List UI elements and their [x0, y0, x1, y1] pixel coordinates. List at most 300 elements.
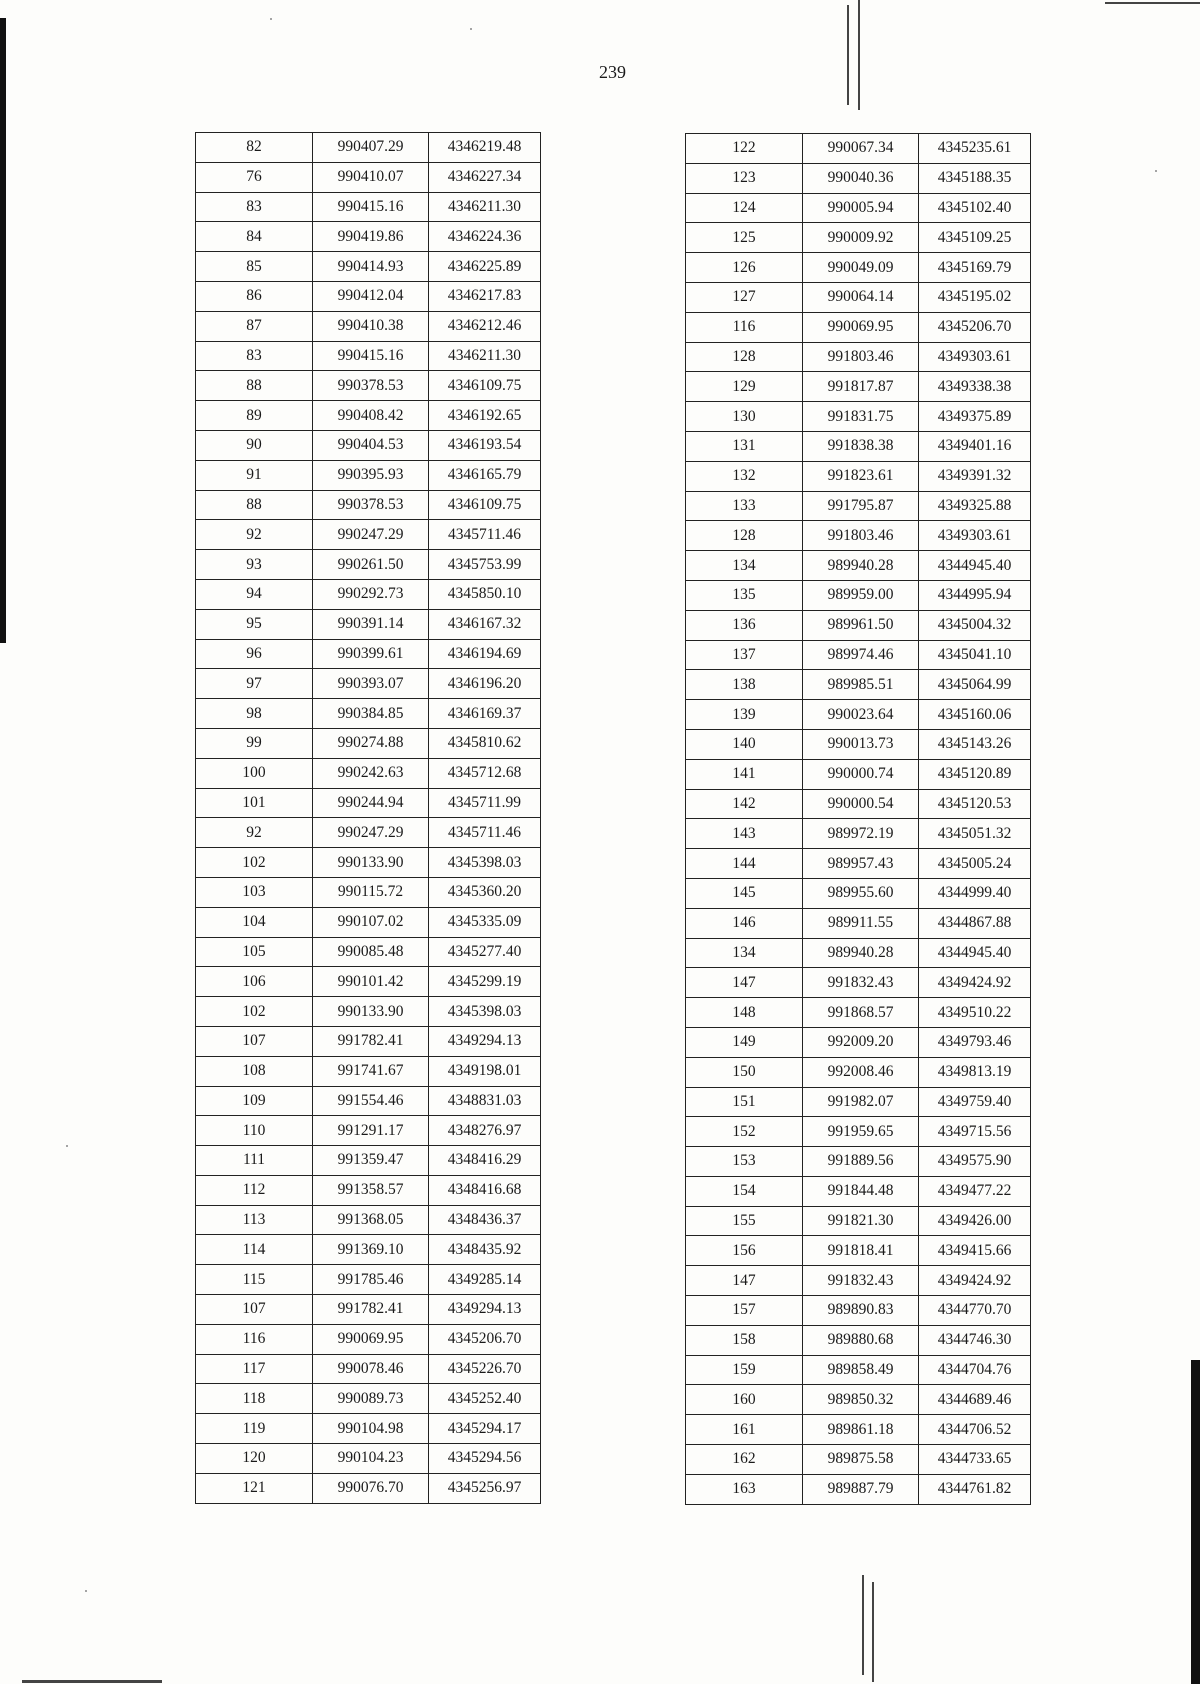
- point-number-cell: 136: [686, 610, 803, 640]
- table-row: [196, 1384, 541, 1414]
- scan-binding-line: [862, 1575, 864, 1675]
- y-coordinate-cell: 4349715.56: [919, 1117, 1031, 1147]
- y-coordinate-cell: 4349415.66: [919, 1236, 1031, 1266]
- table-row: [196, 192, 541, 222]
- y-coordinate-cell: 4345711.46: [429, 818, 541, 848]
- scan-bottom-rule: [22, 1680, 162, 1683]
- x-coordinate-cell: 990261.50: [313, 550, 429, 580]
- table-row: [196, 1414, 541, 1444]
- y-coordinate-cell: 4349338.38: [919, 372, 1031, 402]
- table-row: [196, 669, 541, 699]
- x-coordinate-cell: 990023.64: [803, 700, 919, 730]
- table-row: [686, 789, 1031, 819]
- point-number-cell: 90: [196, 430, 313, 460]
- y-coordinate-cell: 4344999.40: [919, 878, 1031, 908]
- x-coordinate-cell: 991803.46: [803, 342, 919, 372]
- y-coordinate-cell: 4345335.09: [429, 907, 541, 937]
- table-row: [196, 967, 541, 997]
- x-coordinate-cell: 990292.73: [313, 579, 429, 609]
- table-row: [686, 1325, 1031, 1355]
- x-coordinate-cell: 991782.41: [313, 1026, 429, 1056]
- point-number-cell: 151: [686, 1087, 803, 1117]
- y-coordinate-cell: 4345064.99: [919, 670, 1031, 700]
- table-row: [196, 1265, 541, 1295]
- x-coordinate-cell: 989861.18: [803, 1415, 919, 1445]
- table-row: [196, 1116, 541, 1146]
- x-coordinate-cell: 990408.42: [313, 401, 429, 431]
- table-row: [196, 639, 541, 669]
- x-coordinate-cell: 990415.16: [313, 341, 429, 371]
- y-coordinate-cell: 4349375.89: [919, 402, 1031, 432]
- x-coordinate-cell: 991838.38: [803, 431, 919, 461]
- x-coordinate-cell: 991368.05: [313, 1205, 429, 1235]
- point-number-cell: 91: [196, 460, 313, 490]
- point-number-cell: 76: [196, 162, 313, 192]
- y-coordinate-cell: 4345235.61: [919, 134, 1031, 164]
- scan-binding-line: [858, 0, 860, 110]
- x-coordinate-cell: 990378.53: [313, 371, 429, 401]
- x-coordinate-cell: 990247.29: [313, 818, 429, 848]
- y-coordinate-cell: 4349303.61: [919, 342, 1031, 372]
- table-row: [196, 460, 541, 490]
- x-coordinate-cell: 991832.43: [803, 968, 919, 998]
- table-row: [686, 223, 1031, 253]
- y-coordinate-cell: 4349325.88: [919, 491, 1031, 521]
- y-coordinate-cell: 4344689.46: [919, 1385, 1031, 1415]
- x-coordinate-cell: 991795.87: [803, 491, 919, 521]
- point-number-cell: 160: [686, 1385, 803, 1415]
- table-row: [686, 1296, 1031, 1326]
- y-coordinate-cell: 4345102.40: [919, 193, 1031, 223]
- table-row: [686, 342, 1031, 372]
- x-coordinate-cell: 991818.41: [803, 1236, 919, 1266]
- point-number-cell: 108: [196, 1056, 313, 1086]
- y-coordinate-cell: 4346217.83: [429, 281, 541, 311]
- point-number-cell: 138: [686, 670, 803, 700]
- point-number-cell: 147: [686, 1266, 803, 1296]
- y-coordinate-cell: 4345195.02: [919, 282, 1031, 312]
- y-coordinate-cell: 4345041.10: [919, 640, 1031, 670]
- table-row: [196, 1205, 541, 1235]
- x-coordinate-cell: 989940.28: [803, 551, 919, 581]
- x-coordinate-cell: 991369.10: [313, 1235, 429, 1265]
- y-coordinate-cell: 4349793.46: [919, 1027, 1031, 1057]
- y-coordinate-cell: 4349424.92: [919, 1266, 1031, 1296]
- y-coordinate-cell: 4349424.92: [919, 968, 1031, 998]
- point-number-cell: 107: [196, 1026, 313, 1056]
- point-number-cell: 134: [686, 551, 803, 581]
- x-coordinate-cell: 990049.09: [803, 253, 919, 283]
- x-coordinate-cell: 990107.02: [313, 907, 429, 937]
- point-number-cell: 86: [196, 281, 313, 311]
- x-coordinate-cell: 989875.58: [803, 1445, 919, 1475]
- point-number-cell: 141: [686, 759, 803, 789]
- point-number-cell: 113: [196, 1205, 313, 1235]
- point-number-cell: 144: [686, 849, 803, 879]
- point-number-cell: 130: [686, 402, 803, 432]
- table-row: [196, 818, 541, 848]
- table-row: [686, 670, 1031, 700]
- y-coordinate-cell: 4346109.75: [429, 371, 541, 401]
- table-row: [686, 521, 1031, 551]
- point-number-cell: 95: [196, 609, 313, 639]
- x-coordinate-cell: 991741.67: [313, 1056, 429, 1086]
- scan-speck: [270, 18, 272, 20]
- table-row: [686, 1087, 1031, 1117]
- table-row: [686, 729, 1031, 759]
- point-number-cell: 124: [686, 193, 803, 223]
- table-row: [686, 163, 1031, 193]
- table-row: [196, 758, 541, 788]
- y-coordinate-cell: 4345398.03: [429, 848, 541, 878]
- scan-speck: [470, 28, 472, 30]
- y-coordinate-cell: 4349813.19: [919, 1057, 1031, 1087]
- point-number-cell: 88: [196, 371, 313, 401]
- scan-edge-right-mark: [1191, 1360, 1200, 1684]
- y-coordinate-cell: 4349198.01: [429, 1056, 541, 1086]
- x-coordinate-cell: 990244.94: [313, 788, 429, 818]
- y-coordinate-cell: 4346211.30: [429, 341, 541, 371]
- y-coordinate-cell: 4346211.30: [429, 192, 541, 222]
- point-number-cell: 122: [686, 134, 803, 164]
- y-coordinate-cell: 4345169.79: [919, 253, 1031, 283]
- y-coordinate-cell: 4344995.94: [919, 580, 1031, 610]
- x-coordinate-cell: 990005.94: [803, 193, 919, 223]
- y-coordinate-cell: 4345004.32: [919, 610, 1031, 640]
- x-coordinate-cell: 990078.46: [313, 1354, 429, 1384]
- x-coordinate-cell: 991844.48: [803, 1176, 919, 1206]
- scan-speck: [66, 1145, 68, 1147]
- y-coordinate-cell: 4344945.40: [919, 551, 1031, 581]
- y-coordinate-cell: 4345120.89: [919, 759, 1031, 789]
- point-number-cell: 99: [196, 728, 313, 758]
- table-row: [686, 1355, 1031, 1385]
- x-coordinate-cell: 990378.53: [313, 490, 429, 520]
- table-row: [686, 908, 1031, 938]
- y-coordinate-cell: 4345051.32: [919, 819, 1031, 849]
- x-coordinate-cell: 990407.29: [313, 133, 429, 163]
- table-row: [686, 1445, 1031, 1475]
- x-coordinate-cell: 989880.68: [803, 1325, 919, 1355]
- point-number-cell: 101: [196, 788, 313, 818]
- point-number-cell: 123: [686, 163, 803, 193]
- table-row: [196, 907, 541, 937]
- point-number-cell: 107: [196, 1295, 313, 1325]
- table-row: [196, 1026, 541, 1056]
- point-number-cell: 159: [686, 1355, 803, 1385]
- y-coordinate-cell: 4349510.22: [919, 998, 1031, 1028]
- y-coordinate-cell: 4348831.03: [429, 1086, 541, 1116]
- point-number-cell: 147: [686, 968, 803, 998]
- table-row: [196, 997, 541, 1027]
- point-number-cell: 140: [686, 729, 803, 759]
- table-row: [686, 640, 1031, 670]
- x-coordinate-cell: 990069.95: [803, 312, 919, 342]
- x-coordinate-cell: 992008.46: [803, 1057, 919, 1087]
- y-coordinate-cell: 4348276.97: [429, 1116, 541, 1146]
- table-row: [686, 998, 1031, 1028]
- point-number-cell: 128: [686, 521, 803, 551]
- y-coordinate-cell: 4349575.90: [919, 1147, 1031, 1177]
- table-row: [196, 1086, 541, 1116]
- point-number-cell: 89: [196, 401, 313, 431]
- point-number-cell: 116: [196, 1324, 313, 1354]
- x-coordinate-cell: 991823.61: [803, 461, 919, 491]
- x-coordinate-cell: 991785.46: [313, 1265, 429, 1295]
- y-coordinate-cell: 4345109.25: [919, 223, 1031, 253]
- table-row: [196, 550, 541, 580]
- table-row: [196, 520, 541, 550]
- point-number-cell: 139: [686, 700, 803, 730]
- table-row: [686, 431, 1031, 461]
- point-number-cell: 126: [686, 253, 803, 283]
- point-number-cell: 110: [196, 1116, 313, 1146]
- table-row: [686, 312, 1031, 342]
- y-coordinate-cell: 4346212.46: [429, 311, 541, 341]
- table-row: [686, 1027, 1031, 1057]
- table-row: [196, 311, 541, 341]
- y-coordinate-cell: 4345226.70: [429, 1354, 541, 1384]
- point-number-cell: 135: [686, 580, 803, 610]
- point-number-cell: 148: [686, 998, 803, 1028]
- page-number: 239: [599, 62, 626, 82]
- point-number-cell: 103: [196, 877, 313, 907]
- x-coordinate-cell: 990414.93: [313, 252, 429, 282]
- point-number-cell: 115: [196, 1265, 313, 1295]
- x-coordinate-cell: 989961.50: [803, 610, 919, 640]
- table-row: [196, 490, 541, 520]
- coordinates-table-left-body: [196, 133, 541, 1504]
- point-number-cell: 121: [196, 1473, 313, 1503]
- point-number-cell: 92: [196, 520, 313, 550]
- x-coordinate-cell: 990069.95: [313, 1324, 429, 1354]
- point-number-cell: 118: [196, 1384, 313, 1414]
- y-coordinate-cell: 4346225.89: [429, 252, 541, 282]
- y-coordinate-cell: 4348416.29: [429, 1146, 541, 1176]
- y-coordinate-cell: 4346227.34: [429, 162, 541, 192]
- table-row: [686, 491, 1031, 521]
- point-number-cell: 98: [196, 699, 313, 729]
- x-coordinate-cell: 989972.19: [803, 819, 919, 849]
- point-number-cell: 120: [196, 1444, 313, 1474]
- x-coordinate-cell: 990391.14: [313, 609, 429, 639]
- y-coordinate-cell: 4346194.69: [429, 639, 541, 669]
- point-number-cell: 119: [196, 1414, 313, 1444]
- table-row: [196, 1324, 541, 1354]
- point-number-cell: 83: [196, 192, 313, 222]
- table-row: [196, 1175, 541, 1205]
- y-coordinate-cell: 4344704.76: [919, 1355, 1031, 1385]
- point-number-cell: 145: [686, 878, 803, 908]
- y-coordinate-cell: 4349285.14: [429, 1265, 541, 1295]
- scan-speck: [85, 1590, 87, 1592]
- table-row: [686, 759, 1031, 789]
- point-number-cell: 158: [686, 1325, 803, 1355]
- x-coordinate-cell: 991868.57: [803, 998, 919, 1028]
- point-number-cell: 87: [196, 311, 313, 341]
- point-number-cell: 112: [196, 1175, 313, 1205]
- y-coordinate-cell: 4345294.17: [429, 1414, 541, 1444]
- table-row: [686, 282, 1031, 312]
- x-coordinate-cell: 990009.92: [803, 223, 919, 253]
- table-row: [686, 1385, 1031, 1415]
- y-coordinate-cell: 4344770.70: [919, 1296, 1031, 1326]
- x-coordinate-cell: 990089.73: [313, 1384, 429, 1414]
- table-row: [196, 1444, 541, 1474]
- x-coordinate-cell: 989957.43: [803, 849, 919, 879]
- y-coordinate-cell: 4346109.75: [429, 490, 541, 520]
- table-row: [686, 402, 1031, 432]
- y-coordinate-cell: 4345120.53: [919, 789, 1031, 819]
- table-row: [196, 579, 541, 609]
- table-row: [196, 788, 541, 818]
- x-coordinate-cell: 990101.42: [313, 967, 429, 997]
- x-coordinate-cell: 990395.93: [313, 460, 429, 490]
- point-number-cell: 134: [686, 938, 803, 968]
- point-number-cell: 117: [196, 1354, 313, 1384]
- y-coordinate-cell: 4345810.62: [429, 728, 541, 758]
- point-number-cell: 154: [686, 1176, 803, 1206]
- table-row: [196, 699, 541, 729]
- table-row: [686, 461, 1031, 491]
- scan-top-rule: [1105, 2, 1200, 4]
- x-coordinate-cell: 991831.75: [803, 402, 919, 432]
- table-row: [196, 1146, 541, 1176]
- x-coordinate-cell: 990412.04: [313, 281, 429, 311]
- x-coordinate-cell: 989974.46: [803, 640, 919, 670]
- x-coordinate-cell: 991959.65: [803, 1117, 919, 1147]
- y-coordinate-cell: 4349401.16: [919, 431, 1031, 461]
- y-coordinate-cell: 4345277.40: [429, 937, 541, 967]
- x-coordinate-cell: 991889.56: [803, 1147, 919, 1177]
- point-number-cell: 94: [196, 579, 313, 609]
- point-number-cell: 127: [686, 282, 803, 312]
- y-coordinate-cell: 4344733.65: [919, 1445, 1031, 1475]
- table-row: [196, 728, 541, 758]
- y-coordinate-cell: 4344761.82: [919, 1474, 1031, 1504]
- y-coordinate-cell: 4346219.48: [429, 133, 541, 163]
- y-coordinate-cell: 4345711.46: [429, 520, 541, 550]
- table-row: [686, 700, 1031, 730]
- table-row: [196, 1473, 541, 1503]
- y-coordinate-cell: 4344746.30: [919, 1325, 1031, 1355]
- x-coordinate-cell: 990415.16: [313, 192, 429, 222]
- x-coordinate-cell: 989887.79: [803, 1474, 919, 1504]
- point-number-cell: 153: [686, 1147, 803, 1177]
- table-row: [686, 878, 1031, 908]
- x-coordinate-cell: 991359.47: [313, 1146, 429, 1176]
- coordinates-table-right-body: [686, 134, 1031, 1505]
- x-coordinate-cell: 991803.46: [803, 521, 919, 551]
- point-number-cell: 131: [686, 431, 803, 461]
- scan-binding-line: [872, 1582, 874, 1682]
- table-row: [686, 968, 1031, 998]
- y-coordinate-cell: 4349294.13: [429, 1026, 541, 1056]
- table-row: [686, 372, 1031, 402]
- point-number-cell: 129: [686, 372, 803, 402]
- y-coordinate-cell: 4345711.99: [429, 788, 541, 818]
- point-number-cell: 143: [686, 819, 803, 849]
- table-row: [196, 252, 541, 282]
- table-row: [196, 1295, 541, 1325]
- y-coordinate-cell: 4346193.54: [429, 430, 541, 460]
- x-coordinate-cell: 990384.85: [313, 699, 429, 729]
- point-number-cell: 161: [686, 1415, 803, 1445]
- table-row: [196, 401, 541, 431]
- y-coordinate-cell: 4344945.40: [919, 938, 1031, 968]
- x-coordinate-cell: 989940.28: [803, 938, 919, 968]
- y-coordinate-cell: 4345143.26: [919, 729, 1031, 759]
- table-row: [686, 1266, 1031, 1296]
- y-coordinate-cell: 4346224.36: [429, 222, 541, 252]
- table-row: [196, 877, 541, 907]
- y-coordinate-cell: 4345753.99: [429, 550, 541, 580]
- point-number-cell: 88: [196, 490, 313, 520]
- table-row: [196, 848, 541, 878]
- y-coordinate-cell: 4345360.20: [429, 877, 541, 907]
- x-coordinate-cell: 991782.41: [313, 1295, 429, 1325]
- y-coordinate-cell: 4345256.97: [429, 1473, 541, 1503]
- x-coordinate-cell: 990064.14: [803, 282, 919, 312]
- table-row: [196, 1235, 541, 1265]
- y-coordinate-cell: 4346196.20: [429, 669, 541, 699]
- table-row: [686, 819, 1031, 849]
- x-coordinate-cell: 991358.57: [313, 1175, 429, 1205]
- point-number-cell: 156: [686, 1236, 803, 1266]
- x-coordinate-cell: 989890.83: [803, 1296, 919, 1326]
- y-coordinate-cell: 4348436.37: [429, 1205, 541, 1235]
- point-number-cell: 106: [196, 967, 313, 997]
- point-number-cell: 132: [686, 461, 803, 491]
- y-coordinate-cell: 4348435.92: [429, 1235, 541, 1265]
- point-number-cell: 116: [686, 312, 803, 342]
- table-row: [196, 1354, 541, 1384]
- y-coordinate-cell: 4346192.65: [429, 401, 541, 431]
- x-coordinate-cell: 990410.38: [313, 311, 429, 341]
- y-coordinate-cell: 4349391.32: [919, 461, 1031, 491]
- point-number-cell: 142: [686, 789, 803, 819]
- point-number-cell: 150: [686, 1057, 803, 1087]
- table-row: [686, 1117, 1031, 1147]
- point-number-cell: 137: [686, 640, 803, 670]
- x-coordinate-cell: 990404.53: [313, 430, 429, 460]
- point-number-cell: 128: [686, 342, 803, 372]
- y-coordinate-cell: 4345712.68: [429, 758, 541, 788]
- x-coordinate-cell: 990104.23: [313, 1444, 429, 1474]
- table-row: [196, 430, 541, 460]
- point-number-cell: 155: [686, 1206, 803, 1236]
- x-coordinate-cell: 990247.29: [313, 520, 429, 550]
- point-number-cell: 104: [196, 907, 313, 937]
- table-row: [196, 133, 541, 163]
- y-coordinate-cell: 4344706.52: [919, 1415, 1031, 1445]
- y-coordinate-cell: 4345252.40: [429, 1384, 541, 1414]
- table-row: [196, 341, 541, 371]
- x-coordinate-cell: 989959.00: [803, 580, 919, 610]
- x-coordinate-cell: 990104.98: [313, 1414, 429, 1444]
- table-row: [686, 1415, 1031, 1445]
- table-row: [686, 193, 1031, 223]
- y-coordinate-cell: 4345160.06: [919, 700, 1031, 730]
- table-row: [686, 1206, 1031, 1236]
- table-row: [196, 371, 541, 401]
- x-coordinate-cell: 990013.73: [803, 729, 919, 759]
- scan-binding-line: [847, 5, 849, 105]
- x-coordinate-cell: 991554.46: [313, 1086, 429, 1116]
- point-number-cell: 111: [196, 1146, 313, 1176]
- y-coordinate-cell: 4345005.24: [919, 849, 1031, 879]
- x-coordinate-cell: 990133.90: [313, 848, 429, 878]
